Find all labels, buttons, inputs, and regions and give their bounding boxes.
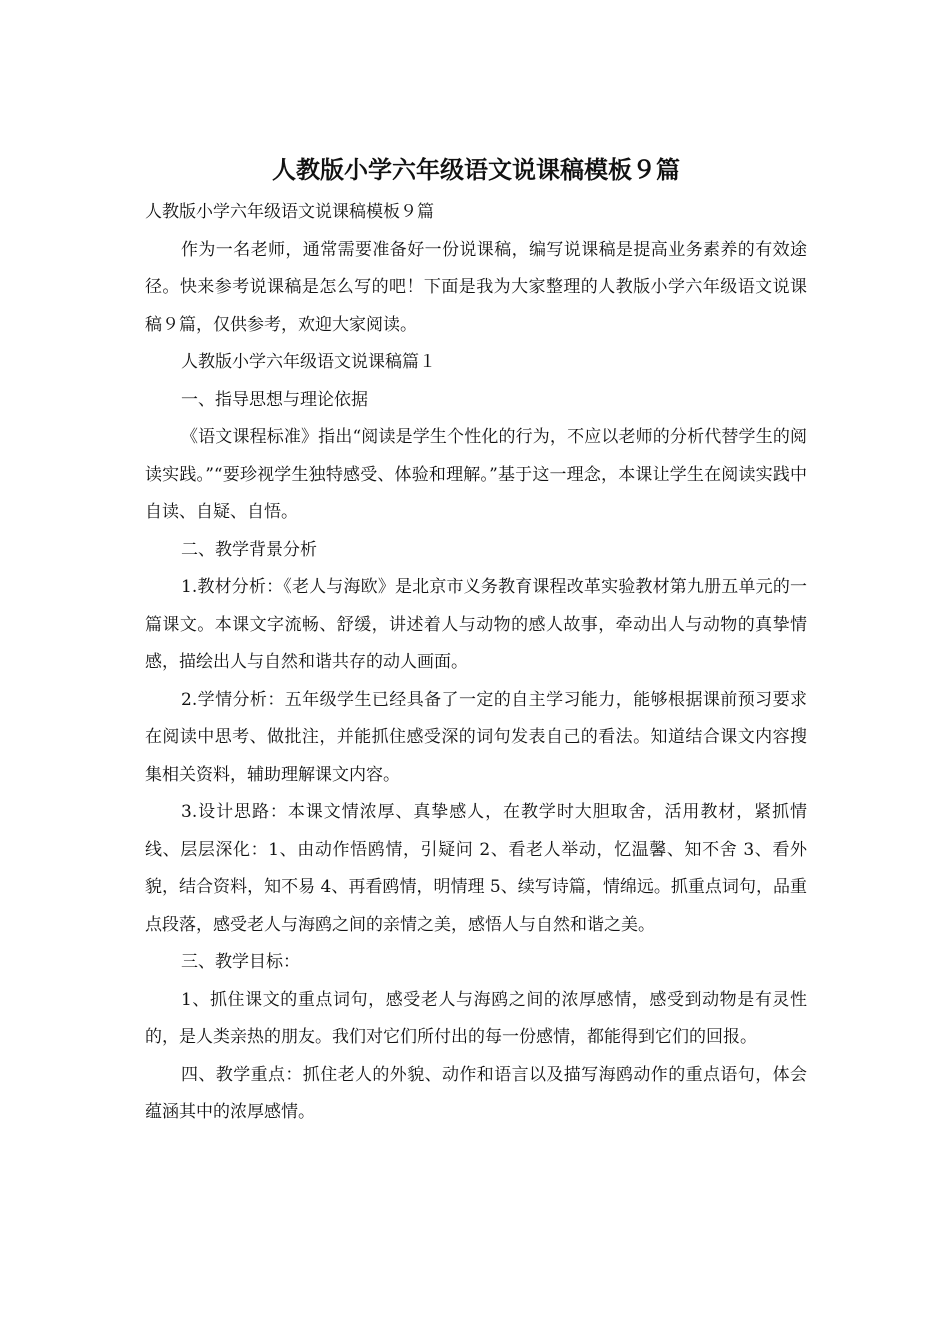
paragraph: 四、教学重点：抓住老人的外貌、动作和语言以及描写海鸥动作的重点语句，体会蕴涵其中的浓厚感情。 bbox=[145, 1064, 807, 1122]
document-title: 人教版小学六年级语文说课稿模板９篇 bbox=[272, 156, 680, 184]
section-heading: 二、教学背景分析 bbox=[181, 539, 317, 560]
paragraph: 3.设计思路：本课文情浓厚、真挚感人，在教学时大胆取舍，活用教材，紧抓情线、层层深化：1、由动作悟鸥情，引疑问 2、看老人举动，忆温馨、知不舍 3、看外貌，结合资料，知不易 4、再看鸥情，明情理 5、续写诗篇，情绵远。抓重点词句，品重点段落，感受老人与海鸥之间的亲情之美，感悟人与自然和谐之美。 bbox=[145, 802, 807, 935]
section-heading: 一、指导思想与理论依据 bbox=[181, 389, 368, 410]
section-heading: 三、教学目标： bbox=[181, 952, 300, 972]
document-body bbox=[145, 194, 807, 1132]
paragraph: 作为一名老师，通常需要准备好一份说课稿，编写说课稿是提高业务素养的有效途径。快来参考说课稿是怎么写的吧！下面是我为大家整理的人教版小学六年级语文说课稿９篇，仅供参考，欢迎大家阅读。 bbox=[145, 239, 807, 335]
paragraph: 1、抓住课文的重点词句，感受老人与海鸥之间的浓厚感情，感受到动物是有灵性的，是人类亲热的朋友。我们对它们所付出的每一份感情，都能得到它们的回报。 bbox=[145, 989, 807, 1047]
paragraph: 人教版小学六年级语文说课稿模板９篇 bbox=[145, 202, 434, 222]
paragraph: 2.学情分析：五年级学生已经具备了一定的自主学习能力，能够根据课前预习要求在阅读中思考、做批注，并能抓住感受深的词句发表自己的看法。知道结合课文内容搜集相关资料，辅助理解课文内容。 bbox=[145, 689, 807, 785]
paragraph: 1.教材分析：《老人与海欧》是北京市义务教育课程改革实验教材第九册五单元的一篇课文。本课文字流畅、舒缓，讲述着人与动物的感人故事，牵动出人与动物的真挚情感，描绘出人与自然和谐共存的动人画面。 bbox=[145, 577, 807, 672]
section-heading: 人教版小学六年级语文说课稿篇１ bbox=[181, 352, 436, 372]
document-page bbox=[145, 150, 807, 1132]
paragraph: 《语文课程标准》指出“阅读是学生个性化的行为，不应以老师的分析代替学生的阅读实践。”“要珍视学生独特感受、体验和理解。”基于这一理念，本课让学生在阅读实践中自读、自疑、自悟。 bbox=[145, 427, 807, 522]
